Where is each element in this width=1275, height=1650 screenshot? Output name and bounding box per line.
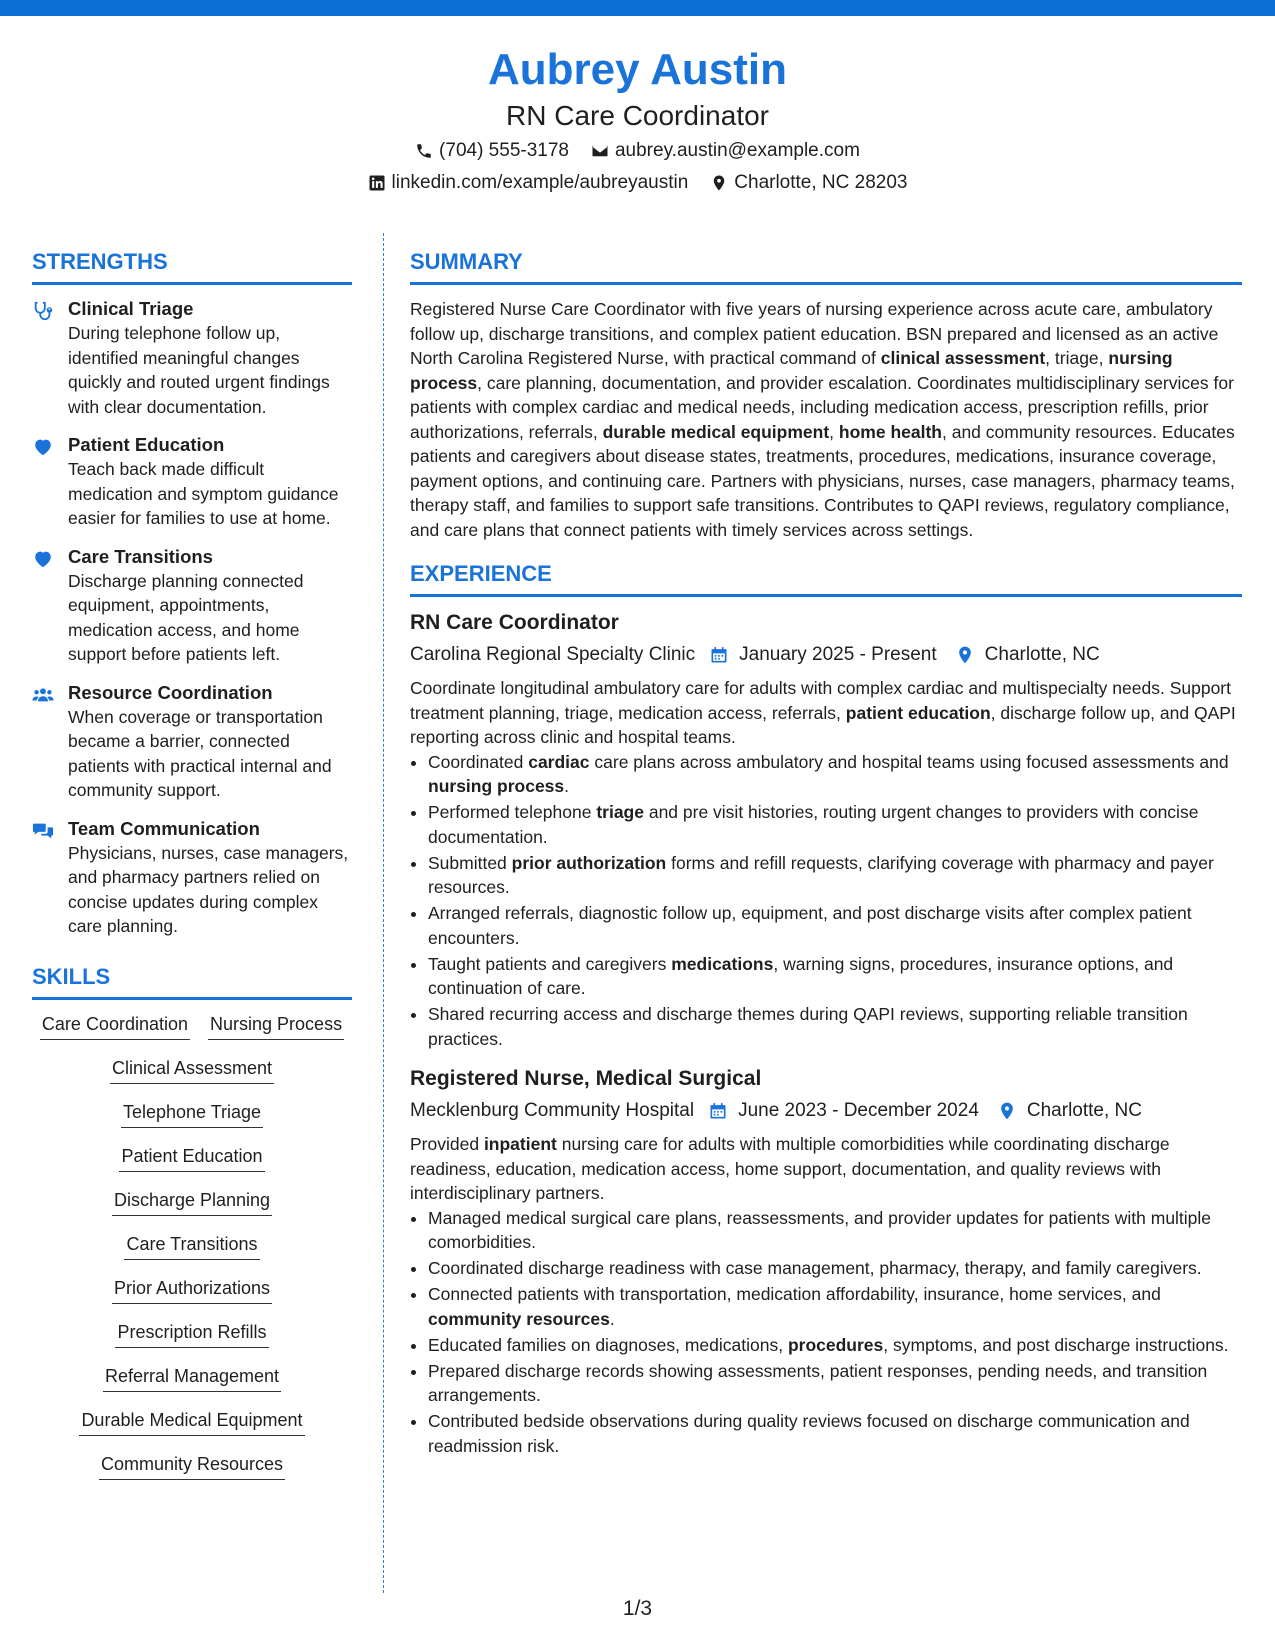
job-description xyxy=(410,1132,1242,1206)
text-segment: , xyxy=(829,421,839,442)
skill-tag: Care Coordination xyxy=(40,1012,190,1040)
text-segment: , symptoms, and post discharge instructions. xyxy=(883,1334,1229,1355)
text-segment: Registered Nurse Care Coordinator with five years of nursing experience across acute care, ambulatory follow up, discharge transitions, and complex patient education. BSN prepared and licensed as an active North Carolina Registered Nurse, with practical command of xyxy=(410,299,1219,368)
skill-row xyxy=(32,1188,352,1216)
comments-icon xyxy=(32,817,56,939)
bullet-item xyxy=(428,851,1242,900)
job-location: Charlotte, NC xyxy=(984,644,1100,665)
skill-tag: Prescription Refills xyxy=(115,1320,268,1348)
skill-row xyxy=(32,1056,352,1084)
strength-description: Physicians, nurses, case managers, and pharmacy partners relied on concise updates during complex care planning. xyxy=(68,842,349,936)
column-divider xyxy=(383,233,384,1593)
top-accent-bar xyxy=(0,0,1275,16)
strength-body xyxy=(68,681,352,803)
left-column xyxy=(32,246,352,1496)
text-segment: . xyxy=(609,1308,615,1329)
skill-tag: Durable Medical Equipment xyxy=(79,1408,304,1436)
bullet-item xyxy=(428,750,1242,799)
skill-tag: Referral Management xyxy=(103,1364,281,1392)
phone-icon xyxy=(415,142,433,160)
skill-tag: Nursing Process xyxy=(208,1012,344,1040)
bullet-item xyxy=(428,1282,1242,1331)
text-segment: Shared recurring access and discharge themes during QAPI reviews, supporting reliable transition practices. xyxy=(428,1004,1188,1049)
skill-tag: Community Resources xyxy=(99,1452,285,1480)
strength-description: Discharge planning connected equipment, appointments, medication access, and home support before patients left. xyxy=(68,570,304,664)
strengths-list xyxy=(32,297,352,939)
bullet-item xyxy=(428,901,1242,950)
strength-title: Resource Coordination xyxy=(68,681,273,703)
strengths-heading: STRENGTHS xyxy=(32,246,352,285)
text-segment: , and community resources. Educates patients and caregivers about disease states, treatments, procedures, medications, insurance coverage, payment options, and continuing care. Partners with physicians, nurses, case managers, pharmacy teams, therapy staff, and families to support safe transitions. Contributes to QAPI reviews, regulatory compliance, and care plans that connect patients with timely services across settings. xyxy=(410,421,1235,540)
bullet-item xyxy=(428,1256,1242,1281)
text-segment: Performed telephone xyxy=(428,802,597,822)
text-segment: nursing care for adults with multiple comorbidities while coordinating discharge readiness, education, medication access, home support, documentation, and quality reviews with interdisciplinary partners. xyxy=(410,1134,1170,1203)
strength-body xyxy=(68,433,352,531)
strength-description: Teach back made difficult medication and symptom guidance easier for families to use at home. xyxy=(68,459,339,528)
summary-text xyxy=(410,297,1242,542)
map-pin-icon xyxy=(955,645,975,665)
job-bullets xyxy=(410,1206,1242,1459)
text-segment: . xyxy=(564,776,570,796)
strength-title: Team Communication xyxy=(68,817,260,839)
text-segment: care plans across ambulatory and hospital teams using focused assessments and xyxy=(589,751,1229,772)
skill-tag: Care Transitions xyxy=(124,1232,259,1260)
strength-item xyxy=(32,433,352,531)
strength-title: Clinical Triage xyxy=(68,298,194,319)
strength-item xyxy=(32,297,352,419)
skill-row xyxy=(32,1012,352,1040)
resume-header xyxy=(0,40,1275,198)
text-segment: Coordinate longitudinal ambulatory care for adults with complex cardiac and multispecialty needs. Support treatment planning, triage, medication access, referrals, xyxy=(410,678,1231,723)
email-contact[interactable] xyxy=(591,136,860,166)
bold-keyword: cardiac xyxy=(528,751,590,772)
skill-tag: Patient Education xyxy=(119,1144,264,1172)
bold-keyword: clinical assessment xyxy=(880,348,1046,368)
candidate-role: RN Care Coordinator xyxy=(506,100,769,131)
job-location: Charlotte, NC xyxy=(1026,1100,1142,1121)
text-segment: Connected patients with transportation, medication affordability, insurance, home services, and xyxy=(428,1284,1161,1304)
text-segment: and pre visit histories, routing urgent changes to providers with concise documentation. xyxy=(428,802,1199,847)
job-title: RN Care Coordinator xyxy=(410,611,619,634)
job-dates: January 2025 - Present xyxy=(739,644,937,665)
text-segment: Managed medical surgical care plans, reassessments, and provider updates for patients with multiple comorbidities. xyxy=(428,1207,1212,1252)
text-segment: Contributed bedside observations during quality reviews focused on discharge communication and readmission risk. xyxy=(428,1411,1190,1456)
bullet-item xyxy=(428,952,1242,1001)
job-dates: June 2023 - December 2024 xyxy=(738,1100,979,1121)
bold-keyword: procedures xyxy=(787,1334,884,1355)
strength-item xyxy=(32,817,352,939)
bold-keyword: patient education xyxy=(845,702,991,723)
skill-tag: Telephone Triage xyxy=(121,1100,263,1128)
bullet-item xyxy=(428,1206,1242,1255)
strength-description: When coverage or transportation became a barrier, connected patients with practical internal and community support. xyxy=(68,706,332,800)
bold-keyword: community resources xyxy=(428,1308,610,1329)
skills-heading: SKILLS xyxy=(32,961,352,1000)
skill-row xyxy=(32,1276,352,1304)
skill-tag: Clinical Assessment xyxy=(110,1056,274,1084)
strength-description: During telephone follow up, identified meaningful changes quickly and routed urgent findings with clear documentation. xyxy=(68,323,330,417)
job-entry xyxy=(410,1065,1242,1458)
location-text: Charlotte, NC 28203 xyxy=(734,172,908,193)
skill-row xyxy=(32,1452,352,1480)
job-meta xyxy=(410,1096,1242,1126)
experience-heading: EXPERIENCE xyxy=(410,558,1242,597)
text-segment: Provided xyxy=(410,1134,484,1154)
bold-keyword: home health xyxy=(838,421,942,442)
text-segment: Arranged referrals, diagnostic follow up, equipment, and post discharge visits after complex patient encounters. xyxy=(428,903,1192,948)
job-organization: Carolina Regional Specialty Clinic xyxy=(410,644,696,665)
text-segment: Coordinated xyxy=(428,751,529,772)
skill-row xyxy=(32,1320,352,1348)
skill-row xyxy=(32,1100,352,1128)
skill-tag: Discharge Planning xyxy=(112,1188,272,1216)
bullet-item xyxy=(428,800,1242,849)
bold-keyword: nursing process xyxy=(410,348,1173,393)
text-segment: Submitted xyxy=(428,852,512,873)
summary-heading: SUMMARY xyxy=(410,246,1242,285)
bold-keyword: durable medical equipment xyxy=(602,421,830,442)
text-segment: , triage, xyxy=(1045,348,1109,368)
bold-keyword: triage xyxy=(596,802,644,822)
heart-icon xyxy=(32,433,56,531)
text-segment: Taught patients and caregivers xyxy=(428,953,672,974)
text-segment: Educated families on diagnoses, medications, xyxy=(428,1334,788,1355)
heart-icon xyxy=(32,545,56,667)
candidate-name: Aubrey Austin xyxy=(487,45,788,94)
text-segment: Prepared discharge records showing assessments, patient responses, pending needs, and transition arrangements. xyxy=(428,1360,1208,1405)
phone-contact xyxy=(415,136,569,166)
contact-row-2 xyxy=(0,168,1275,198)
phone-text: (704) 555-3178 xyxy=(439,140,569,161)
map-pin-icon xyxy=(997,1101,1017,1121)
strength-item xyxy=(32,681,352,803)
job-organization: Mecklenburg Community Hospital xyxy=(410,1100,695,1121)
bold-keyword: prior authorization xyxy=(511,852,667,873)
strength-body xyxy=(68,297,352,419)
linkedin-icon xyxy=(368,174,386,192)
skill-row xyxy=(32,1364,352,1392)
bullet-item xyxy=(428,1359,1242,1408)
jobs-list xyxy=(410,609,1242,1458)
skill-row xyxy=(32,1232,352,1260)
email-text: aubrey.austin@example.com xyxy=(614,140,860,161)
strength-body xyxy=(68,817,352,939)
job-meta xyxy=(410,640,1242,670)
text-segment: Coordinated discharge readiness with case management, pharmacy, therapy, and family caregivers. xyxy=(428,1258,1202,1278)
text-segment: , care planning, documentation, and provider escalation. Coordinates multidisciplinary services for patients with complex cardiac and medical needs, including medication access, prescription refills, prior authorizations, referrals, xyxy=(410,372,1234,442)
text-segment: , discharge follow up, and QAPI reporting across clinic and hospital teams. xyxy=(410,702,1236,747)
skill-row xyxy=(32,1144,352,1172)
location-contact xyxy=(710,168,907,198)
bullet-item xyxy=(428,1002,1242,1051)
job-title: Registered Nurse, Medical Surgical xyxy=(410,1067,762,1090)
calendar-icon xyxy=(708,1101,728,1121)
bold-keyword: medications xyxy=(671,953,774,974)
strength-title: Care Transitions xyxy=(68,545,213,567)
job-bullets xyxy=(410,750,1242,1052)
bold-keyword: inpatient xyxy=(483,1134,557,1154)
envelope-icon xyxy=(591,142,609,160)
stethoscope-icon xyxy=(32,297,56,419)
strength-body xyxy=(68,545,352,667)
linkedin-contact[interactable] xyxy=(368,168,689,198)
skill-tag: Prior Authorizations xyxy=(112,1276,272,1304)
right-column xyxy=(410,246,1242,1472)
skill-row xyxy=(32,1408,352,1436)
text-segment: , warning signs, procedures, insurance options, and continuation of care. xyxy=(428,953,1174,998)
calendar-icon xyxy=(709,645,729,665)
strength-item xyxy=(32,545,352,667)
map-pin-icon xyxy=(710,174,728,192)
bullet-item xyxy=(428,1333,1242,1358)
job-description xyxy=(410,676,1242,750)
text-segment: forms and refill requests, clarifying coverage with pharmacy and payer resources. xyxy=(428,852,1214,897)
bold-keyword: nursing process xyxy=(428,776,565,796)
skills-list xyxy=(32,1012,352,1480)
page-number: 1/3 xyxy=(622,1597,653,1620)
strength-title: Patient Education xyxy=(68,434,225,455)
linkedin-text: linkedin.com/example/aubreyaustin xyxy=(391,172,689,193)
job-entry xyxy=(410,609,1242,1051)
contact-row-1 xyxy=(0,136,1275,166)
bullet-item xyxy=(428,1409,1242,1458)
users-icon xyxy=(32,681,56,803)
